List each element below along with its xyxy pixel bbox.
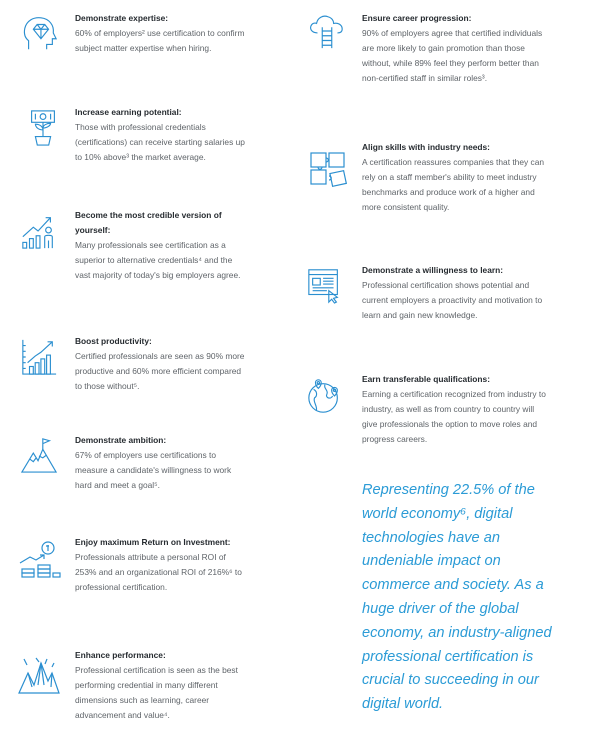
mountain-flag-icon <box>20 435 58 475</box>
globe-pin-icon <box>306 376 344 416</box>
highlight-quote: Representing 22.5% of the world economy⁶, digital technologies have an undeniable impact on commerce and society. As a huge driver of the global economy, an industry-aligned professional certification is crucial to succeeding in our digital world. <box>362 482 552 713</box>
benefit-title: Increase earning potential: <box>75 107 182 117</box>
benefit-description: Those with professional credentials (certifications) can receive starting salaries up to 10% above³ the market average. <box>75 122 245 162</box>
benefit-description: Professional certification shows potential and current employers a proactivity and motivation to learn and gain new knowledge. <box>362 280 543 320</box>
benefit-description: Certified professionals are seen as 90% more productive and 60% more efficient compared to those without⁵. <box>75 351 245 391</box>
benefit-title: Ensure career progression: <box>362 13 472 23</box>
document-click-icon <box>306 265 344 305</box>
benefit-title: Demonstrate expertise: <box>75 13 169 23</box>
benefit-title: Boost productivity: <box>75 336 152 346</box>
head-diamond-icon <box>21 14 59 54</box>
benefit-title: Demonstrate a willingness to learn: <box>362 265 504 275</box>
benefit-description: 67% of employers use certifications to measure a candidate's willingness to work hard and meet a goal⁵. <box>75 450 232 490</box>
benefit-title: Enhance performance: <box>75 650 166 660</box>
peaks-icon <box>18 655 60 695</box>
benefit-description: Professional certification is seen as the best performing credential in many different dimensions such as learning, career advancement and value⁴. <box>75 665 238 720</box>
coins-return-icon <box>18 539 62 579</box>
benefit-description: A certification reassures companies that they can rely on a staff member's ability to meet industry benchmarks and produce work of a higher and more consistent quality. <box>362 157 545 212</box>
growth-person-icon <box>20 211 58 251</box>
cloud-ladder-icon <box>308 11 346 51</box>
benefit-description: 90% of employers agree that certified individuals are more likely to gain promotion than those without, while 89% feel they perform better than non-certified staff in similar roles³. <box>362 28 543 83</box>
money-plant-icon <box>24 108 62 148</box>
bar-chart-icon <box>20 337 58 377</box>
benefit-title: Become the most credible version of yourself: <box>75 210 222 235</box>
benefit-title: Align skills with industry needs: <box>362 142 490 152</box>
benefit-title: Earn transferable qualifications: <box>362 374 490 384</box>
benefit-description: Professionals attribute a personal ROI of 253% and an organizational ROI of 216%⁶ to professional certification. <box>75 552 242 592</box>
benefit-description: Many professionals see certification as a superior to alternative credentials⁴ and the vast majority of today's big employers agree. <box>75 240 241 280</box>
puzzle-icon <box>307 148 349 188</box>
benefit-description: Earning a certification recognized from industry to industry, as well as from country to country will give professionals the option to move roles and progress careers. <box>362 389 546 444</box>
benefit-title: Demonstrate ambition: <box>75 435 167 445</box>
benefit-title: Enjoy maximum Return on Investment: <box>75 537 231 547</box>
benefit-description: 60% of employers² use certification to confirm subject matter expertise when hiring. <box>75 28 245 53</box>
